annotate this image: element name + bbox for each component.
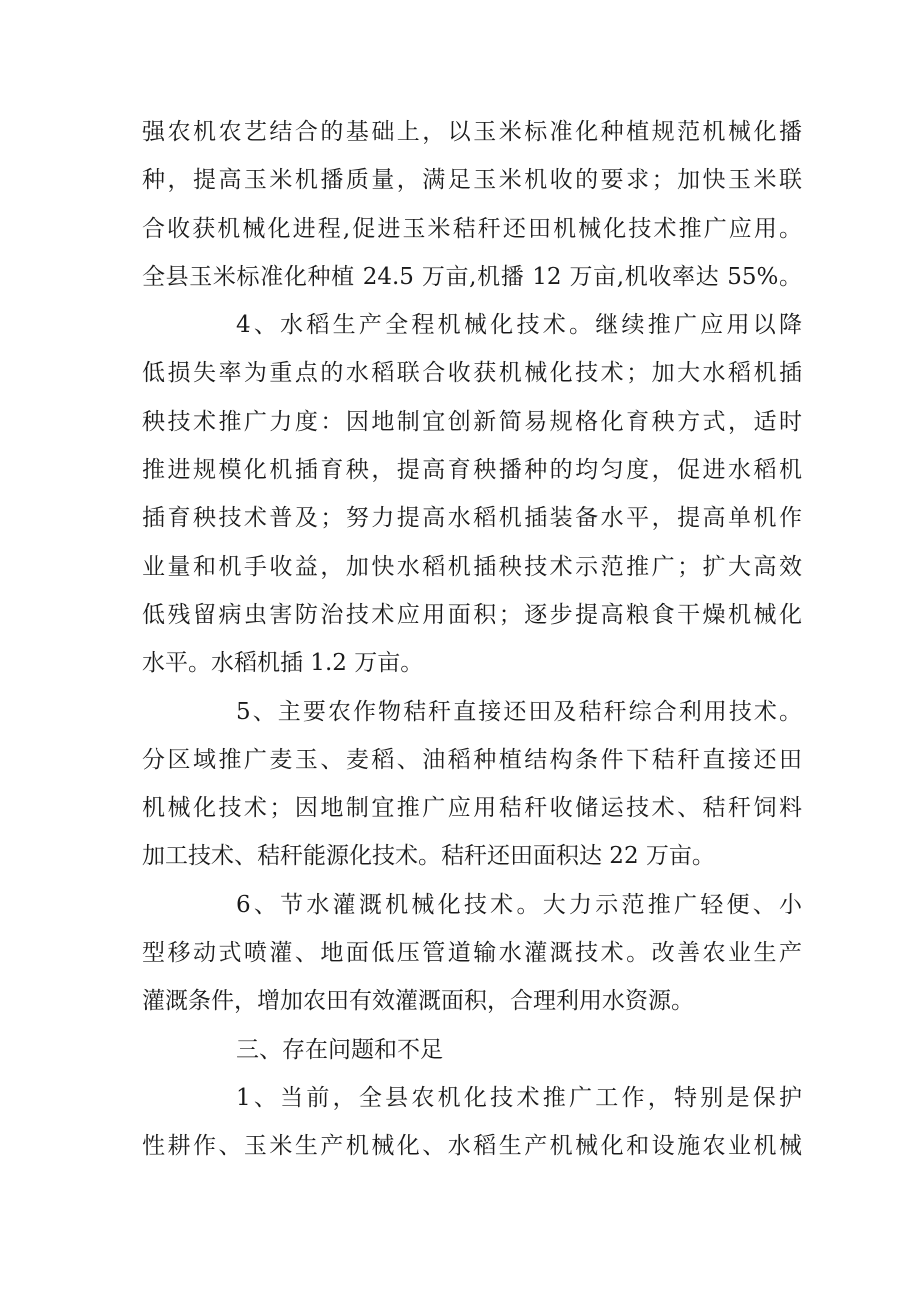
paragraph-straw-utilization (142, 688, 802, 881)
text-line: 5、主要农作物秸秆直接还田及秸秆综合利用技术。 (236, 698, 802, 725)
text-line: 低残留病虫害防治技术应用面积；逐步提高粮食干燥机械化 (142, 601, 802, 628)
text-line: 推进规模化机插育秧，提高育秧播种的均匀度，促进水稻机 (142, 457, 802, 484)
text-line: 1、当前，全县农机化技术推广工作，特别是保护 (236, 1084, 802, 1111)
text-line: 插育秧技术普及；努力提高水稻机插装备水平，提高单机作 (142, 505, 802, 532)
text-line: 加工技术、秸秆能源化技术。秸秆还田面积达 22 万亩。 (142, 843, 715, 870)
text-line: 分区域推广麦玉、麦稻、油稻种植结构条件下秸秆直接还田 (142, 746, 802, 773)
text-line: 合收获机械化进程,促进玉米秸秆还田机械化技术推广应用。 (142, 215, 802, 242)
paragraph-corn-mechanization (142, 108, 802, 301)
section-heading-problems (142, 1026, 802, 1074)
text-line: 灌溉条件，增加农田有效灌溉面积，合理利用水资源。 (142, 988, 694, 1015)
text-line: 水平。水稻机插 1.2 万亩。 (142, 650, 424, 677)
text-line: 业量和机手收益，加快水稻机插秧技术示范推广；扩大高效 (142, 553, 802, 580)
text-line: 型移动式喷灌、地面低压管道输水灌溉技术。改善农业生产 (142, 940, 802, 967)
section-heading: 三、存在问题和不足 (236, 1036, 443, 1063)
text-line: 4、水稻生产全程机械化技术。继续推广应用以降 (236, 312, 802, 339)
text-line: 种，提高玉米机播质量，满足玉米机收的要求；加快玉米联 (142, 167, 802, 194)
document-body (142, 108, 802, 1171)
text-line: 强农机农艺结合的基础上，以玉米标准化种植规范机械化播 (142, 119, 802, 145)
text-line: 秧技术推广力度：因地制宜创新简易规格化育秧方式，适时 (142, 408, 802, 435)
text-line: 机械化技术；因地制宜推广应用秸秆收储运技术、秸秆饲料 (142, 795, 802, 822)
paragraph-water-saving-irrigation (142, 881, 802, 1026)
text-line: 全县玉米标准化种植 24.5 万亩,机播 12 万亩,机收率达 55%。 (142, 263, 802, 290)
paragraph-current-issues (142, 1074, 802, 1171)
text-line: 低损失率为重点的水稻联合收获机械化技术；加大水稻机插 (142, 360, 802, 387)
paragraph-rice-mechanization (142, 301, 802, 687)
text-line: 性耕作、玉米生产机械化、水稻生产机械化和设施农业机械 (142, 1133, 802, 1160)
text-line: 6、节水灌溉机械化技术。大力示范推广轻便、小 (236, 891, 802, 918)
